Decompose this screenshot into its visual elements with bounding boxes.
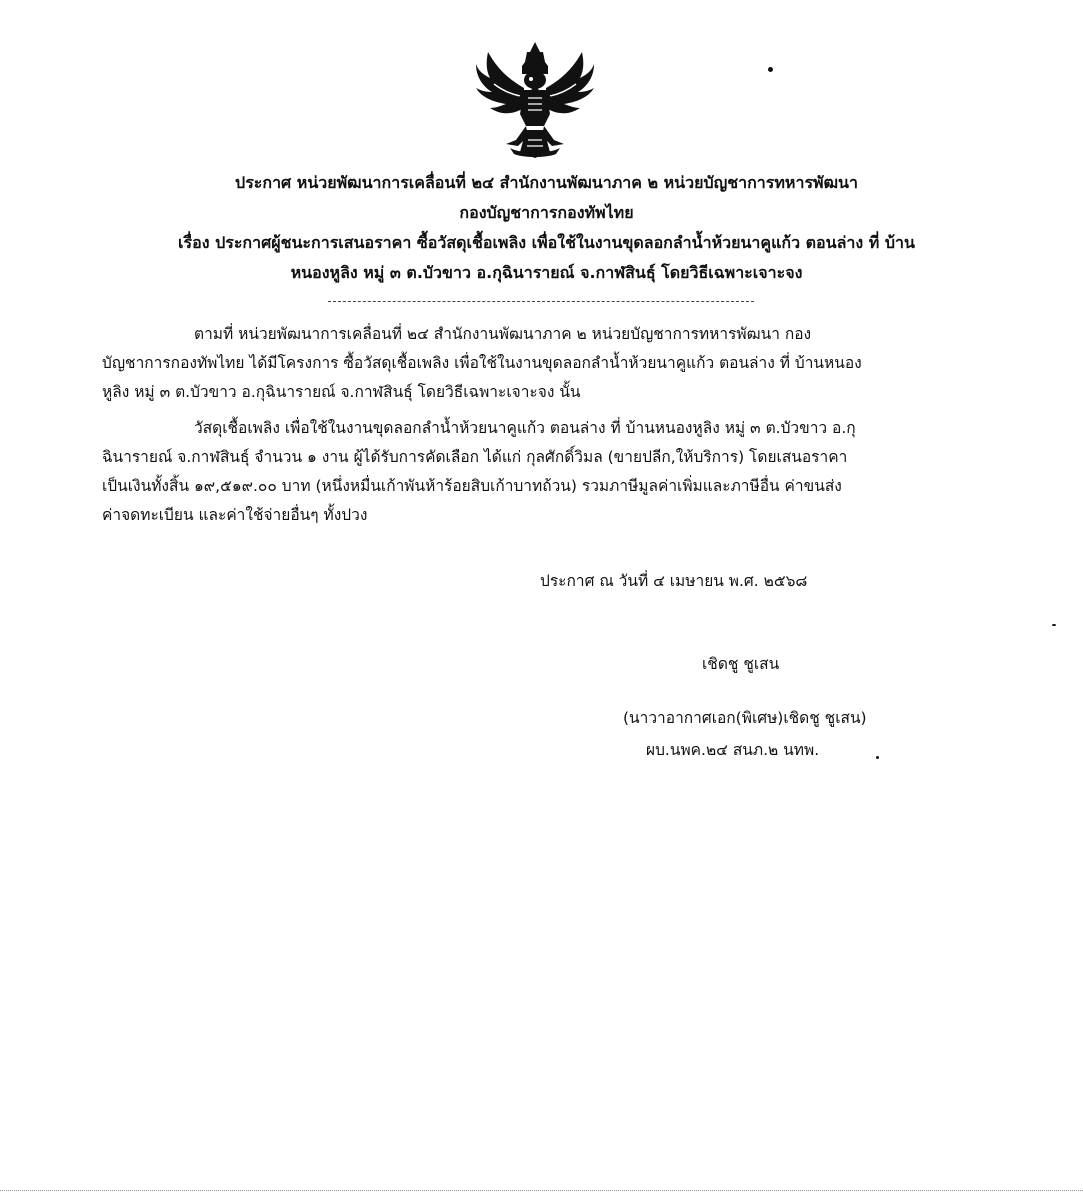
paragraph-line: วัสดุเชื้อเพลิง เพื่อใช้ในงานขุดลอกลำน้ำห้วยนาคูแก้ว ตอนล่าง ที่ บ้านหนองหูลิง หมู่ ๓ ต.บัวขาว อ.กุ xyxy=(194,419,856,437)
scan-speck xyxy=(876,756,879,759)
paragraph-line: บัญชาการกองทัพไทย ได้มีโครงการ ซื้อวัสดุเชื้อเพลิง เพื่อใช้ในงานขุดลอกลำน้ำห้วยนาคูแก้ว ตอนล่าง ที่ บ้านหนอง xyxy=(102,354,862,372)
body-paragraph-1 xyxy=(102,320,1002,407)
scan-bottom-edge xyxy=(0,1190,1083,1191)
announcement-subject: เรื่อง ประกาศผู้ชนะการเสนอราคา ซื้อวัสดุเชื้อเพลิง เพื่อใช้ในงานขุดลอกลำน้ำห้วยนาคูแก้ว ตอนล่าง ที่ บ้าน xyxy=(178,233,915,252)
garuda-emblem-icon xyxy=(470,40,600,160)
scan-speck xyxy=(1052,624,1056,626)
scan-speck xyxy=(768,67,773,72)
paragraph-line: เป็นเงินทั้งสิ้น ๑๙,๕๑๙.๐๐ บาท (หนึ่งหมื่นเก้าพันห้าร้อยสิบเก้าบาทถ้วน) รวมภาษีมูลค่าเพิ่มและภาษีอื่น ค่าขนส่ง xyxy=(102,477,842,495)
signature-name: เชิดชู ชูเสน xyxy=(702,655,780,673)
announcement-title-org: กองบัญชาการกองทัพไทย xyxy=(459,203,634,222)
signature-position: ผบ.นพค.๒๔ สนภ.๒ นทพ. xyxy=(646,741,820,759)
paragraph-line: ค่าจดทะเบียน และค่าใช้จ่ายอื่นๆ ทั้งปวง xyxy=(102,506,368,524)
announcement-subject-cont: หนองหูลิง หมู่ ๓ ต.บัวขาว อ.กุฉินารายณ์ จ.กาฬสินธุ์ โดยวิธีเฉพาะเจาะจง xyxy=(290,263,803,282)
divider xyxy=(328,301,754,302)
paragraph-line: หูลิง หมู่ ๓ ต.บัวขาว อ.กุฉินารายณ์ จ.กาฬสินธุ์ โดยวิธีเฉพาะเจาะจง นั้น xyxy=(102,383,581,401)
announcement-date: ประกาศ ณ วันที่ ๔ เมษายน พ.ศ. ๒๕๖๘ xyxy=(540,572,808,590)
paragraph-line: ฉินารายณ์ จ.กาฬสินธุ์ จำนวน ๑ งาน ผู้ได้รับการคัดเลือก ได้แก่ กุลศักดิ์วิมล (ขายปลีก,ให้บริการ) โดยเสนอราคา xyxy=(102,448,848,466)
announcement-title: ประกาศ หน่วยพัฒนาการเคลื่อนที่ ๒๔ สำนักงานพัฒนาภาค ๒ หน่วยบัญชาการทหารพัฒนา xyxy=(235,173,858,192)
signature-rank: (นาวาอากาศเอก(พิเศษ)เชิดชู ชูเสน) xyxy=(623,709,867,727)
body-paragraph-2 xyxy=(102,414,1002,530)
paragraph-line: ตามที่ หน่วยพัฒนาการเคลื่อนที่ ๒๔ สำนักงานพัฒนาภาค ๒ หน่วยบัญชาการทหารพัฒนา กอง xyxy=(194,325,812,343)
